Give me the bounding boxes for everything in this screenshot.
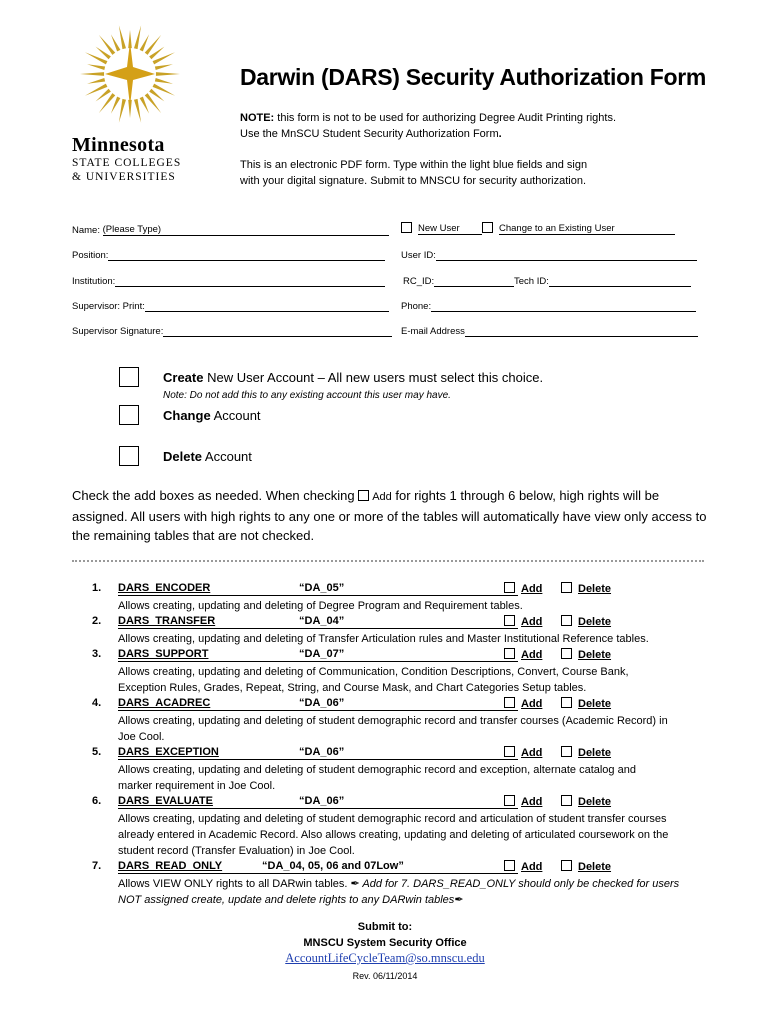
phone-label: Phone:: [401, 301, 432, 312]
new-user-option[interactable]: [401, 222, 482, 235]
table-code: “DA_04, 05, 06 and 07Low”: [262, 860, 404, 872]
row-number: 4.: [92, 697, 102, 709]
phone-field: [401, 300, 696, 312]
table-row: [72, 795, 702, 811]
add-option[interactable]: [504, 697, 542, 710]
tech-id-label: Tech ID:: [514, 276, 549, 287]
logo-ray: [111, 34, 120, 51]
row-number: 7.: [92, 860, 102, 872]
row-underline: [118, 628, 518, 629]
table-row: [72, 697, 702, 713]
add-checkbox[interactable]: [504, 860, 515, 871]
table-name: DARS_SUPPORT: [118, 648, 209, 660]
table-description: Allows creating, updating and deleting of student demographic record and exception, alternate catalog and: [118, 764, 636, 776]
delete-checkbox[interactable]: [561, 746, 572, 757]
delete-checkbox[interactable]: [561, 582, 572, 593]
table-description: marker requirement in Joe Cool.: [118, 780, 276, 793]
table-code: “DA_07”: [299, 648, 345, 660]
revision-date: Rev. 06/11/2014: [352, 971, 418, 981]
note-line-1: [240, 110, 616, 126]
change-account-checkbox[interactable]: [119, 405, 139, 425]
new-user-checkbox[interactable]: [401, 222, 412, 233]
table-description: already entered in Academic Record. Also allows creating, updating and deleting of articulated coursework on the: [118, 829, 669, 842]
delete-checkbox[interactable]: [561, 697, 572, 708]
supervisor-print-label: Supervisor: Print:: [72, 301, 145, 312]
table-description: Allows creating, updating and deleting of Degree Program and Requirement tables.: [118, 600, 523, 612]
institution-label: Institution:: [72, 276, 116, 287]
add-label: Add: [521, 583, 543, 595]
add-checkbox[interactable]: [504, 615, 515, 626]
feather-icon: ✒︎: [350, 878, 360, 890]
tech-id-input[interactable]: [549, 275, 691, 287]
delete-label: Delete: [578, 747, 612, 759]
rc-id-input[interactable]: [434, 275, 514, 287]
delete-checkbox[interactable]: [561, 615, 572, 626]
row-underline: [118, 595, 518, 596]
supervisor-signature-input[interactable]: [163, 325, 392, 337]
delete-label: Delete: [578, 649, 612, 661]
table-description: Allows creating, updating and deleting of Communication, Condition Descriptions, Convert, Course Bank,: [118, 666, 629, 678]
change-user-checkbox[interactable]: [482, 222, 493, 233]
delete-label: Delete: [163, 449, 203, 464]
name-input[interactable]: [103, 224, 389, 236]
add-checkbox[interactable]: [504, 648, 515, 659]
add-checkbox[interactable]: [504, 582, 515, 593]
add-option[interactable]: [504, 860, 542, 873]
tech-id-field: [514, 275, 691, 287]
user-id-field: [401, 249, 697, 261]
logo-ray: [134, 99, 141, 123]
row-number: 1.: [92, 582, 102, 594]
phone-input[interactable]: [431, 300, 696, 312]
logo-ray: [140, 34, 149, 51]
readonly-italic-2: NOT assigned create, update and delete rights to any DARwin tables: [118, 894, 455, 906]
table-description: Exception Rules, Grades, Repeat, String, and Course Mask, and Chart Categories Setup tables.: [118, 682, 587, 695]
delete-option[interactable]: [561, 582, 611, 595]
readonly-desc-1: [118, 876, 708, 892]
delete-option[interactable]: [561, 697, 611, 710]
row-underline: [118, 873, 518, 874]
supervisor-print-input[interactable]: [145, 300, 389, 312]
row-underline: [118, 759, 518, 760]
change-user-option[interactable]: [482, 222, 675, 235]
table-name: DARS_ACADREC: [118, 697, 211, 709]
create-text: New User Account – All new users must select this choice.: [203, 370, 544, 385]
readonly-plain: Allows VIEW ONLY rights to all DARwin tables.: [118, 878, 351, 890]
delete-checkbox[interactable]: [561, 860, 572, 871]
table-row: [72, 746, 702, 762]
form-title: Darwin (DARS) Security Authorization Form: [240, 64, 707, 90]
delete-option[interactable]: [561, 860, 611, 873]
add-label: Add: [521, 649, 543, 661]
logo-ray: [80, 72, 104, 76]
delete-checkbox[interactable]: [561, 795, 572, 806]
supervisor-signature-label: Supervisor Signature:: [72, 326, 164, 337]
logo-line3: & UNIVERSITIES: [72, 171, 176, 183]
add-label: Add: [521, 747, 543, 759]
table-row: [72, 615, 702, 631]
logo-name: Minnesota: [72, 134, 165, 156]
logo-ray: [134, 25, 141, 49]
position-label: Position:: [72, 250, 109, 261]
table-row: [72, 860, 702, 876]
name-field: [72, 224, 389, 236]
para-part1: Check the add boxes as needed. When checking: [72, 488, 359, 503]
add-option[interactable]: [504, 746, 542, 759]
create-note: Note: Do not add this to any existing account this user may have.: [163, 390, 451, 401]
user-id-label: User ID:: [401, 250, 436, 261]
row-underline: [118, 661, 518, 662]
delete-label: Delete: [578, 861, 612, 873]
delete-label: Delete: [578, 616, 612, 628]
new-user-label: New User: [418, 223, 460, 234]
para-part2: for rights 1 through 6 below, high rights will be assigned. All users with high rights to any one or more of the tables will automatically have view only access to the remaining tables that are not checked.: [72, 488, 707, 543]
delete-label: Delete: [578, 583, 612, 595]
change-user-label: Change to an Existing User: [499, 223, 615, 234]
add-label: Add: [521, 698, 543, 710]
name-placeholder: (Please Type): [102, 224, 162, 235]
table-description: student record (Transfer Evaluation) in Joe Cool.: [118, 845, 355, 858]
readonly-italic-1: Add for 7. DARS_READ_ONLY should only be checked for users: [359, 878, 680, 890]
table-code: “DA_05”: [299, 582, 345, 594]
table-description: Allows creating, updating and deleting of student demographic record and articulation of student transfer courses: [118, 813, 667, 825]
email-label: E-mail Address: [401, 326, 465, 337]
add-checkbox[interactable]: [504, 697, 515, 708]
add-checkbox[interactable]: [504, 795, 515, 806]
supervisor-signature-field: [72, 325, 392, 337]
table-row: [72, 582, 702, 598]
feather-icon-2: ✒︎: [454, 894, 464, 906]
para-add-word: Add: [372, 491, 392, 503]
institution-field: [72, 275, 385, 287]
note-label: NOTE:: [240, 112, 275, 124]
security-office: MNSCU System Security Office: [303, 937, 467, 949]
delete-label: Delete: [578, 796, 612, 808]
add-option[interactable]: [504, 615, 542, 628]
add-checkbox-icon: [358, 490, 369, 501]
rc-id-field: [403, 275, 514, 287]
row-underline: [118, 808, 518, 809]
delete-account-option: [163, 449, 252, 464]
logo-line2: STATE COLLEGES: [72, 157, 182, 169]
row-number: 5.: [92, 746, 102, 758]
table-code: “DA_06”: [299, 746, 345, 758]
delete-option[interactable]: [561, 746, 611, 759]
delete-label: Delete: [578, 698, 612, 710]
table-code: “DA_06”: [299, 795, 345, 807]
instructions-paragraph: [72, 486, 712, 545]
name-label: Name:: [72, 225, 100, 236]
delete-checkbox[interactable]: [561, 648, 572, 659]
mnscu-logo-icon: [70, 22, 190, 126]
instruction-line-1: This is an electronic PDF form. Type within the light blue fields and sign: [240, 159, 588, 171]
row-number: 3.: [92, 648, 102, 660]
rc-id-label: RC_ID:: [403, 276, 435, 287]
add-label: Add: [521, 616, 543, 628]
table-name: DARS_READ_ONLY: [118, 860, 223, 872]
contact-email-link[interactable]: AccountLifeCycleTeam@so.mnscu.edu: [285, 951, 485, 965]
delete-account-checkbox[interactable]: [119, 446, 139, 466]
create-account-checkbox[interactable]: [119, 367, 139, 387]
position-input[interactable]: [108, 249, 385, 261]
table-name: DARS_TRANSFER: [118, 615, 216, 627]
note-text-2: Use the MnSCU Student Security Authorization Form: [240, 128, 499, 140]
add-option[interactable]: [504, 648, 542, 661]
instruction-line-2: with your digital signature. Submit to MNSCU for security authorization.: [240, 175, 587, 187]
logo-ray: [87, 78, 105, 84]
note-text-1: this form is not to be used for authorizing Degree Audit Printing rights.: [274, 112, 617, 124]
logo-ray: [87, 64, 105, 70]
supervisor-print-field: [72, 300, 389, 312]
logo-ray: [155, 64, 173, 70]
add-label: Add: [521, 796, 543, 808]
readonly-desc-2: [118, 892, 708, 908]
user-id-input[interactable]: [436, 249, 697, 261]
delete-text: Account: [202, 449, 252, 464]
delete-option[interactable]: [561, 795, 611, 808]
add-option[interactable]: [504, 795, 542, 808]
table-description: Allows creating, updating and deleting of Transfer Articulation rules and Master Institutional Reference tables.: [118, 633, 649, 645]
table-name: DARS_EXCEPTION: [118, 746, 219, 758]
delete-option[interactable]: [561, 648, 611, 661]
table-code: “DA_06”: [299, 697, 345, 709]
row-underline: [118, 710, 518, 711]
table-name: DARS_EVALUATE: [118, 795, 213, 807]
divider: [72, 560, 704, 562]
table-name: DARS_ENCODER: [118, 582, 211, 594]
create-label: Create: [163, 370, 204, 385]
logo-ray: [140, 97, 149, 114]
change-text: Account: [210, 408, 261, 423]
logo-ray: [119, 25, 126, 49]
table-row: [72, 648, 702, 664]
row-number: 6.: [92, 795, 102, 807]
position-field: [72, 249, 385, 261]
institution-input[interactable]: [115, 275, 385, 287]
logo-ray: [111, 97, 120, 114]
note-line-2: [240, 126, 502, 142]
add-label: Add: [521, 861, 543, 873]
change-account-option: [163, 408, 261, 423]
row-number: 2.: [92, 615, 102, 627]
table-code: “DA_04”: [299, 615, 345, 627]
add-checkbox[interactable]: [504, 746, 515, 757]
delete-option[interactable]: [561, 615, 611, 628]
add-option[interactable]: [504, 582, 542, 595]
email-field: [401, 325, 698, 337]
logo-ray: [119, 99, 126, 123]
note-text-2-end: .: [498, 128, 502, 140]
create-account-option: [163, 370, 543, 385]
change-label: Change: [163, 408, 211, 423]
submit-to: Submit to:: [357, 921, 413, 933]
logo-ray: [156, 72, 180, 76]
email-input[interactable]: [465, 325, 698, 337]
logo-ray: [155, 78, 173, 84]
table-description: Allows creating, updating and deleting of student demographic record and transfer courses (Academic Record) in: [118, 715, 668, 727]
table-description: Joe Cool.: [118, 731, 165, 744]
